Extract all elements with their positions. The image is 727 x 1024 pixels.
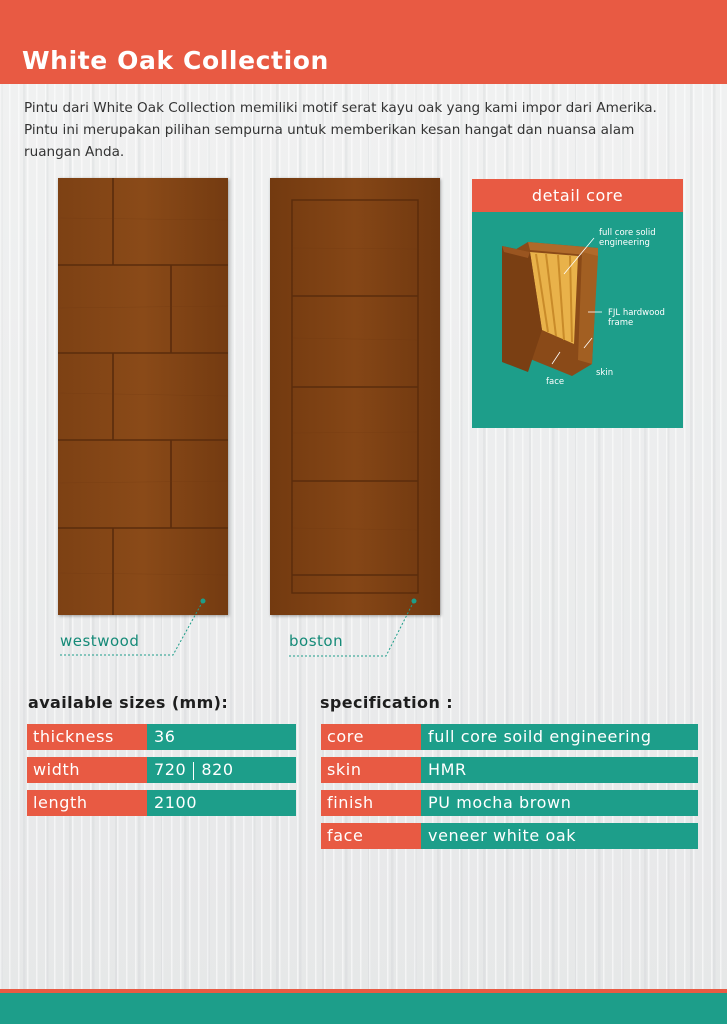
page-title: White Oak Collection: [22, 46, 329, 75]
sizes-section-title: available sizes (mm):: [28, 693, 229, 712]
spec-key: finish: [321, 790, 421, 816]
size-row-thickness: [27, 724, 296, 750]
footer-bar: [0, 989, 727, 1024]
size-value-alt: 820: [201, 760, 234, 779]
door-boston-image: [270, 178, 440, 615]
spec-value: veneer white oak: [421, 823, 698, 849]
spec-key: face: [321, 823, 421, 849]
size-value: 36: [147, 724, 296, 750]
header-bar: [0, 0, 727, 84]
size-value-pair: [147, 757, 296, 783]
footer-stripe: [0, 989, 727, 993]
door-label-westwood: westwood: [60, 632, 140, 650]
size-key: length: [27, 790, 147, 816]
spec-value: full core soild engineering: [421, 724, 698, 750]
spec-value: HMR: [421, 757, 698, 783]
detail-core-title: detail core: [472, 179, 683, 212]
spec-row-finish: [321, 790, 698, 816]
value-divider: [193, 762, 194, 780]
annotation-frame: FJL hardwood frame: [608, 308, 665, 328]
annotation-skin: skin: [596, 368, 614, 378]
size-key: thickness: [27, 724, 147, 750]
detail-core-panel: [472, 179, 683, 428]
annotation-core: full core solid engineering: [599, 228, 656, 248]
spec-section-title: specification :: [320, 693, 454, 712]
spec-key: core: [321, 724, 421, 750]
size-row-width: [27, 757, 296, 783]
spec-row-skin: [321, 757, 698, 783]
size-value: 2100: [147, 790, 296, 816]
door-label-boston: boston: [289, 632, 344, 650]
spec-row-face: [321, 823, 698, 849]
size-key: width: [27, 757, 147, 783]
spec-value: PU mocha brown: [421, 790, 698, 816]
intro-paragraph: Pintu dari White Oak Collection memiliki motif serat kayu oak yang kami impor dari Amerika. Pintu ini merupakan pilihan sempurna untuk memberikan kesan hangat dan nuansa alam ruangan Anda.: [24, 100, 657, 160]
door-westwood-image: [58, 178, 228, 615]
annotation-face: face: [546, 377, 565, 387]
spec-key: skin: [321, 757, 421, 783]
size-value: 720: [154, 760, 187, 779]
spec-row-core: [321, 724, 698, 750]
size-row-length: [27, 790, 296, 816]
